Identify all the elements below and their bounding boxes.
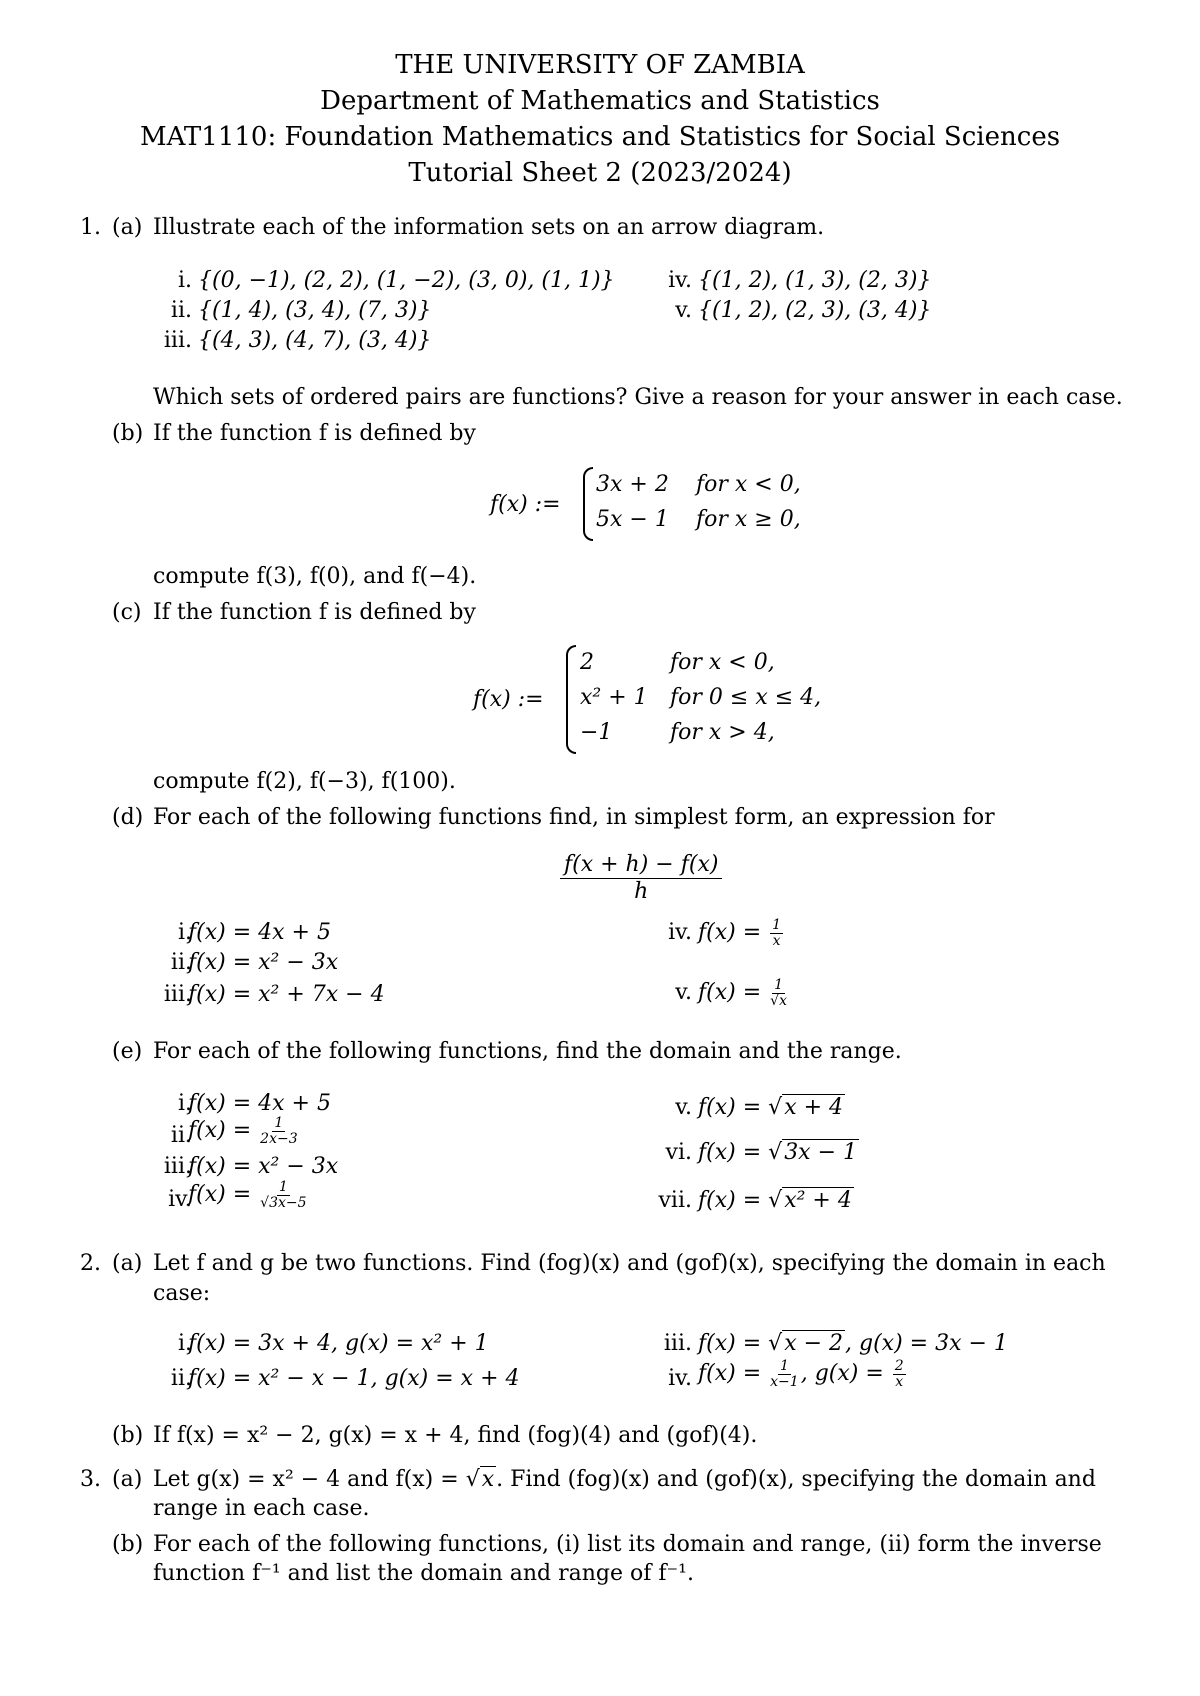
q1d-difference-quotient	[560, 850, 722, 906]
q1d-item-5	[698, 978, 789, 1008]
q1d-item-2: f(x) = x² − 3x	[188, 950, 339, 975]
q1e-item-2	[188, 1116, 300, 1146]
q1a-item-5-num: v.	[675, 298, 692, 323]
q1e-item-6-num: vi.	[665, 1140, 692, 1165]
q1a-item-3-num: iii.	[163, 328, 192, 353]
q1a-item-3: {(4, 3), (4, 7), (3, 4)}	[198, 328, 432, 353]
q2a-item-3-f: f(x) =	[698, 1331, 762, 1356]
q2a-item-4-num: iv.	[668, 1366, 692, 1391]
q1d-item-4-num-top: 1	[772, 917, 782, 933]
q2a-item-4-f: f(x) =	[698, 1361, 762, 1387]
q2a-item-2: f(x) = x² − x − 1, g(x) = x + 4	[188, 1366, 520, 1391]
q1e-item-7: f(x) = √x² + 4	[698, 1188, 852, 1213]
q1b-case-2-cond: for x ≥ 0,	[696, 507, 801, 532]
q1c-case-3-cond: for x > 4,	[670, 720, 775, 745]
q1a-item-5: {(1, 2), (2, 3), (3, 4)}	[698, 298, 932, 323]
q1c-compute: compute f(2), f(−3), f(100).	[153, 769, 456, 794]
q1e-item-6: f(x) = √3x − 1	[698, 1140, 858, 1165]
q1a-question: Which sets of ordered pairs are functions? Give a reason for your answer in each case.	[153, 385, 1123, 410]
q2a-item-4-f-num: 1	[779, 1358, 789, 1374]
q2a-item-3-g: , g(x) = 3x − 1	[845, 1331, 1008, 1356]
q2a-item-3-num: iii.	[663, 1331, 692, 1356]
q1e-item-4-num: iv.	[168, 1187, 192, 1212]
q1-number: 1.	[80, 215, 101, 240]
q3a-text-line2: range in each case.	[153, 1496, 370, 1521]
q1d-text: For each of the following functions find, in simplest form, an expression for	[153, 805, 995, 830]
q1d-item-4-den: x	[772, 932, 781, 949]
q1c-text: If the function f is defined by	[153, 600, 476, 625]
q1e-item-1: f(x) = 4x + 5	[188, 1091, 331, 1116]
q1d-item-1: f(x) = 4x + 5	[188, 920, 331, 945]
q1c-case-2-cond: for 0 ≤ x ≤ 4,	[670, 685, 822, 710]
q1b-label: (b)	[112, 421, 144, 446]
q1e-item-3-num: iii.	[163, 1154, 192, 1179]
q1e-item-7-lhs: f(x) =	[698, 1188, 762, 1213]
q1e-item-5: f(x) = √x + 4	[698, 1095, 844, 1120]
q3a-text-part1: Let g(x) = x² − 4 and f(x) =	[153, 1467, 459, 1492]
q1e-item-2-lhs: f(x) =	[188, 1118, 252, 1144]
q1e-text: For each of the following functions, find the domain and the range.	[153, 1039, 902, 1064]
q2a-item-4-f-den: x−1	[770, 1373, 799, 1390]
q1b-case-2-expr: 5x − 1	[596, 507, 669, 532]
q1e-item-5-num: v.	[675, 1095, 692, 1120]
course-title: MAT1110: Foundation Mathematics and Statistics for Social Sciences	[139, 122, 1061, 152]
q3a-text-part2: . Find (fog)(x) and (gof)(x), specifying the domain and	[496, 1467, 1096, 1492]
q2a-text-line2: case:	[153, 1281, 211, 1306]
q1a-label: (a)	[112, 215, 143, 240]
q1b-compute: compute f(3), f(0), and f(−4).	[153, 564, 477, 589]
q1b-case-1-expr: 3x + 2	[596, 472, 669, 497]
q1d-item-4	[698, 918, 785, 948]
q1e-item-5-radicand: x + 4	[784, 1095, 844, 1120]
q1b-text: If the function f is defined by	[153, 421, 476, 446]
q1e-item-4-num-top: 1	[278, 1179, 288, 1195]
q1c-case-2-expr: x² + 1	[580, 685, 648, 710]
q3-number: 3.	[80, 1467, 101, 1492]
q1e-item-5-lhs: f(x) =	[698, 1095, 762, 1120]
q2a-item-2-num: ii.	[170, 1366, 192, 1391]
q1d-item-5-lhs: f(x) =	[698, 980, 762, 1006]
q1e-item-7-radicand: x² + 4	[784, 1188, 852, 1213]
q1d-label: (d)	[112, 805, 144, 830]
q1e-item-7-num: vii.	[658, 1188, 692, 1213]
q1a-item-1-num: i.	[177, 268, 192, 293]
q2a-item-1-num: i.	[177, 1331, 192, 1356]
q1d-item-5-num: v.	[675, 980, 692, 1005]
university-title: THE UNIVERSITY OF ZAMBIA	[395, 50, 805, 80]
q2a-item-4-g: , g(x) =	[800, 1361, 884, 1387]
q1d-item-2-num: ii.	[170, 950, 192, 975]
q2a-item-4-g-num: 2	[894, 1358, 904, 1374]
q1e-item-4-lhs: f(x) =	[188, 1182, 252, 1208]
q2b-label: (b)	[112, 1423, 144, 1448]
q2a-item-1: f(x) = 3x + 4, g(x) = x² + 1	[188, 1331, 489, 1356]
q1b-brace	[583, 467, 593, 541]
q2a-item-4	[698, 1359, 908, 1389]
q2a-item-3: f(x) = √x − 2, g(x) = 3x − 1	[698, 1331, 1008, 1356]
q1e-item-1-num: i.	[177, 1091, 192, 1116]
q1b-lhs: f(x) :=	[490, 492, 561, 517]
q2a-item-3-radicand: x − 2	[784, 1331, 844, 1356]
q1c-lhs: f(x) :=	[473, 687, 544, 712]
q1d-item-4-lhs: f(x) =	[698, 920, 762, 946]
q3b-text-line2: function f⁻¹ and list the domain and range of f⁻¹.	[153, 1561, 694, 1586]
q3a-text-line1: Let g(x) = x² − 4 and f(x) = √x. Find (fog)(x) and (gof)(x), specifying the domain and	[153, 1467, 1096, 1492]
q1a-item-1: {(0, −1), (2, 2), (1, −2), (3, 0), (1, 1)}	[198, 268, 615, 293]
q2a-text-line1: Let f and g be two functions. Find (fog)(x) and (gof)(x), specifying the domain in each	[153, 1251, 1106, 1276]
q2a-item-4-g-den: x	[895, 1373, 904, 1390]
q1a-item-4: {(1, 2), (1, 3), (2, 3)}	[698, 268, 932, 293]
q1e-item-2-num: ii.	[170, 1123, 192, 1148]
q1d-frac-denominator: h	[634, 879, 649, 905]
q1c-case-1-cond: for x < 0,	[670, 650, 775, 675]
q1d-item-3-num: iii.	[163, 982, 192, 1007]
q1a-item-2: {(1, 4), (3, 4), (7, 3)}	[198, 298, 432, 323]
department-title: Department of Mathematics and Statistics	[320, 86, 880, 116]
q1d-frac-numerator: f(x + h) − f(x)	[560, 852, 722, 879]
q1d-item-4-num: iv.	[668, 920, 692, 945]
q1e-item-6-radicand: 3x − 1	[784, 1140, 858, 1165]
q2b-text: If f(x) = x² − 2, g(x) = x + 4, find (fog)(4) and (gof)(4).	[153, 1423, 758, 1448]
q1d-item-5-den: √x	[770, 992, 787, 1009]
q1e-item-4	[188, 1180, 309, 1210]
q1a-text: Illustrate each of the information sets on an arrow diagram.	[153, 215, 825, 240]
q1b-case-1-cond: for x < 0,	[696, 472, 801, 497]
q1e-item-2-num-top: 1	[274, 1115, 284, 1131]
q1e-item-2-den: 2x−3	[260, 1130, 298, 1147]
q2-number: 2.	[80, 1251, 101, 1276]
q3b-text-line1: For each of the following functions, (i) list its domain and range, (ii) form the inverse	[153, 1532, 1102, 1557]
q3b-label: (b)	[112, 1532, 144, 1557]
q1c-case-3-expr: −1	[580, 720, 613, 745]
q1a-item-4-num: iv.	[668, 268, 692, 293]
sheet-title: Tutorial Sheet 2 (2023/2024)	[408, 158, 792, 188]
q1e-item-4-den: √3x−5	[260, 1194, 307, 1211]
q1d-item-3: f(x) = x² + 7x − 4	[188, 982, 385, 1007]
q1e-item-3: f(x) = x² − 3x	[188, 1154, 339, 1179]
q1e-item-6-lhs: f(x) =	[698, 1140, 762, 1165]
q1c-case-1-expr: 2	[580, 650, 594, 675]
q1c-label: (c)	[112, 600, 142, 625]
q1d-item-5-num-top: 1	[774, 977, 784, 993]
q3a-label: (a)	[112, 1467, 143, 1492]
q3a-radicand: x	[481, 1467, 495, 1492]
q1e-label: (e)	[112, 1039, 143, 1064]
q1c-brace	[566, 645, 576, 754]
q1d-item-1-num: i.	[177, 920, 192, 945]
q2a-label: (a)	[112, 1251, 143, 1276]
q1a-item-2-num: ii.	[170, 298, 192, 323]
